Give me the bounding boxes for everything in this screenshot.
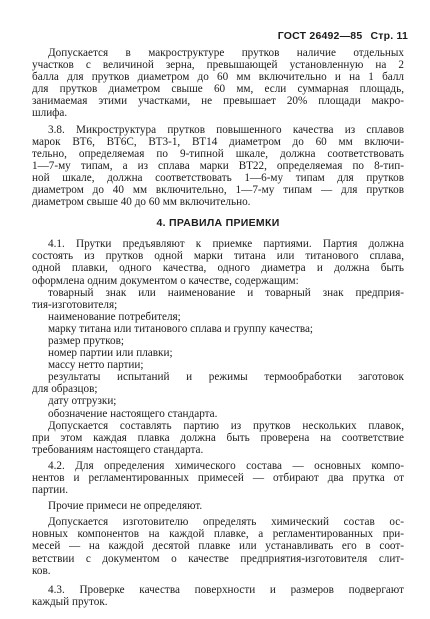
text-line: новных компонентов на каждой плавке, а регламентированных при- (32, 528, 404, 541)
text-line: партии. (32, 484, 69, 497)
list-item: наименование потребителя; (48, 310, 181, 323)
clause-4-1-line: 4.1. Прутки предъявляют к приемке партиями. Партия должна (48, 238, 404, 251)
text-line: диаметром до 40 мм включительно, 1—7-му типам — для прутков (32, 184, 404, 197)
page-header (278, 30, 408, 42)
text-line: для образцов; (32, 383, 98, 396)
text-line: ков. (32, 564, 51, 577)
text-line: при этом каждая плавка должна быть проверена на соответствие (32, 431, 404, 444)
text-line: шлифа. (32, 107, 68, 120)
standard-number: ГОСТ 26492—85 (277, 30, 363, 42)
list-item: размер прутков; (48, 334, 125, 347)
text-line: ной шкале, должна соответствовать 1—6-му типам для прутков (32, 171, 404, 184)
text-line: Допускается составлять партию из прутков нескольких плавок, (48, 419, 404, 432)
text-line: требованиям настоящего стандарта. (32, 443, 204, 456)
text-line: Допускается изготовителю определять химический состав ос- (48, 516, 404, 529)
clause-4-2-line: 4.2. Для определения химического состава — основных компо- (48, 459, 404, 472)
clause-3-8-line: 3.8. Микроструктура прутков повышенного качества из сплавов (48, 123, 404, 136)
page-number: Стр. 11 (370, 30, 408, 42)
text-line: оформлена одним документом о качестве, содержащим: (32, 274, 299, 287)
text-line: каждый пруток. (32, 595, 108, 608)
list-item: обозначение настоящего стандарта. (48, 407, 218, 420)
text-line: ветствии с документом о качестве предприятия-изготовителя слит- (32, 552, 404, 565)
list-item: массу нетто партии; (48, 359, 144, 372)
list-item: товарный знак или наименование и товарный знак предприя- (48, 286, 404, 299)
text-line: тия-изготовителя; (32, 298, 118, 311)
text-line: диаметром свыше 40 до 60 мм включительно. (32, 196, 251, 209)
text-line: тельно, определяемая по 9-типной шкале, должна соответствовать (32, 147, 404, 160)
list-item: номер партии или плавки; (48, 347, 173, 360)
text-line: Прочие примеси не определяют. (48, 500, 203, 513)
text-line: одной плавки, одного качества, одного диаметра и должна быть (32, 262, 404, 275)
text-line: марок ВТ6, ВТ6С, ВТ3-1, ВТ14 диаметром до 60 мм включи- (32, 135, 404, 148)
text-line: для прутков диаметром свыше 60 мм, если суммарная площадь, (32, 83, 404, 96)
clause-4-3-line: 4.3. Проверке качества поверхности и размеров подвергают (48, 583, 404, 596)
list-item: марку титана или титанового сплава и группу качества; (48, 322, 314, 335)
list-item: результаты испытаний и режимы термообработки заготовок (48, 371, 404, 384)
text-line: занимаемая этими участками, не превышает 20% площади макро- (32, 95, 404, 108)
text-line: состоять из прутков одной марки титана или титанового сплава, (32, 250, 404, 263)
list-item: дату отгрузки; (48, 395, 117, 408)
text-line: 1—7-му типам, а из сплава марки ВТ22, определяемая по 8-тип- (32, 159, 404, 172)
text-line: нентов и регламентированных примесей — отбирают два прутка от (32, 472, 404, 484)
text-line: участков с величиной зерна, превышающей установленную на 2 (32, 59, 404, 72)
text-line: балла для прутков диаметром до 60 мм включительно и на 1 балл (32, 71, 404, 84)
page-body (32, 47, 404, 608)
section-heading: 4. ПРАВИЛА ПРИЕМКИ (156, 217, 280, 230)
text-line: месей — на каждой десятой плавке или устанавливать его в соот- (32, 540, 404, 553)
text-line: Допускается в макроструктуре прутков наличие отдельных (48, 47, 404, 59)
